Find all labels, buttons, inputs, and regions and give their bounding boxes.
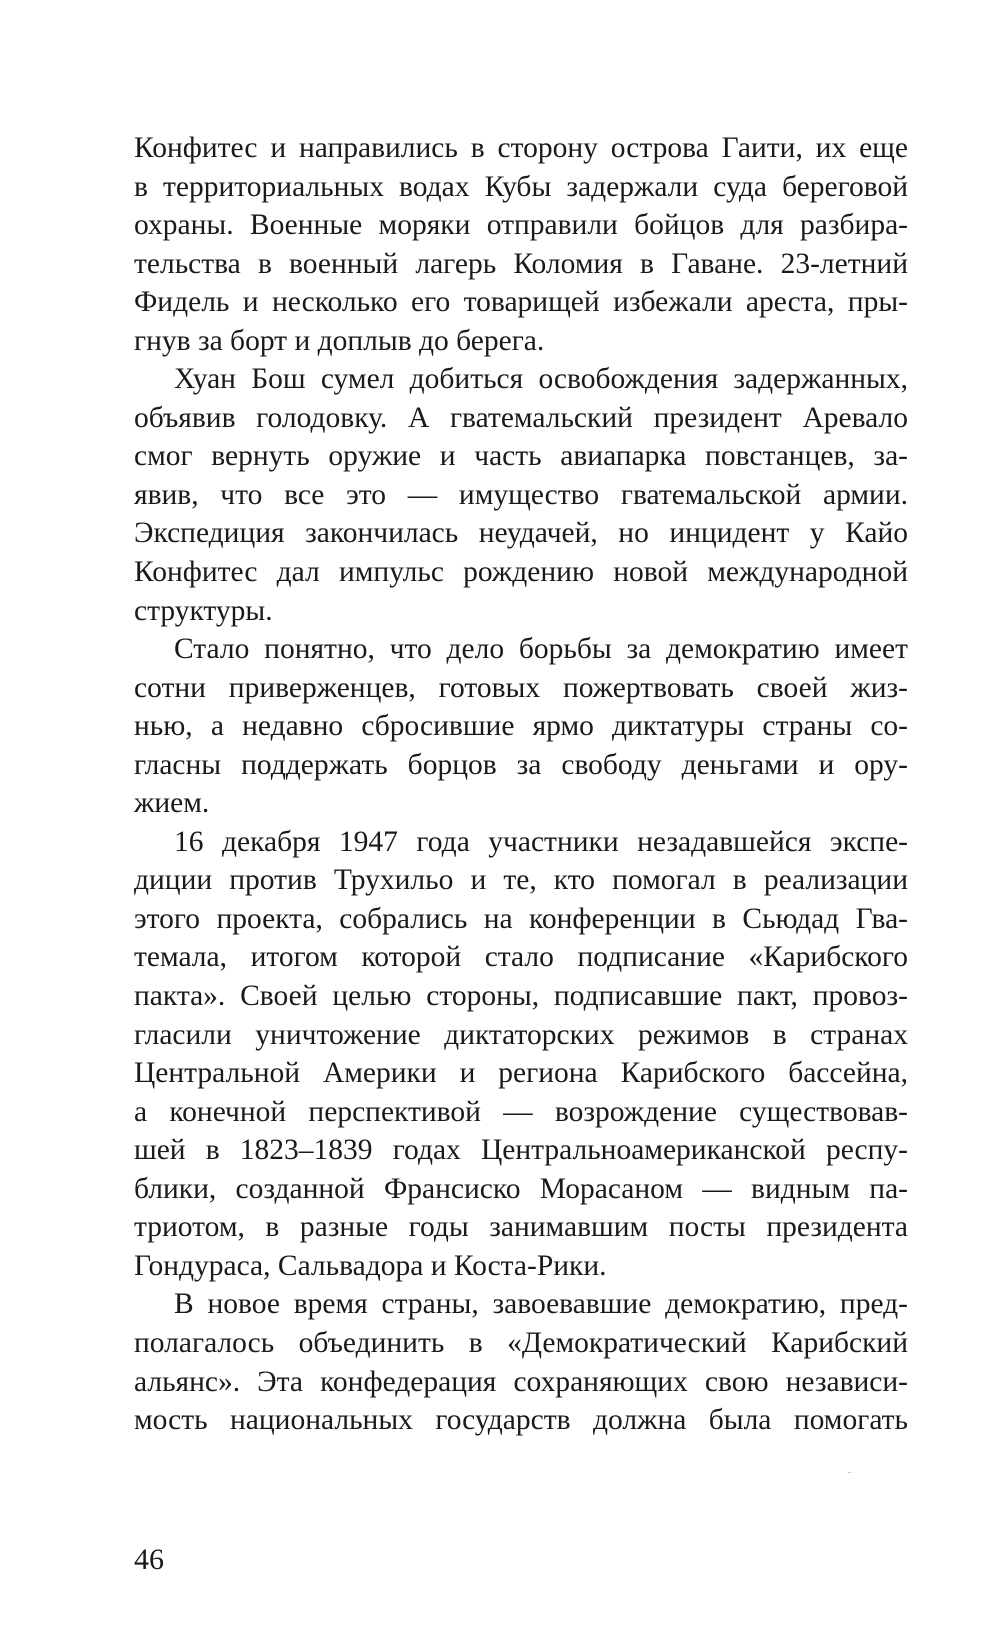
text-line: диции против Трухильо и те, кто помогал в реализации: [134, 864, 908, 897]
text-line: в территориальных водах Кубы задержали суда береговой: [134, 170, 908, 203]
text-line: В новое время страны, завоевавшие демократию, пред-: [174, 1288, 908, 1321]
text-line: Конфитес и направились в сторону острова Гаити, их еще: [134, 132, 908, 164]
text-line: альянс». Эта конфедерация сохраняющих свою независи-: [134, 1365, 908, 1398]
text-line: нью, а недавно сбросившие ярмо диктатуры страны со-: [134, 710, 908, 743]
text-line: явив, что все это — имущество гватемальской армии.: [134, 478, 908, 511]
text-line: гнув за борт и доплыв до берега.: [134, 324, 545, 357]
text-line: Конфитес дал импульс рождению новой международной: [134, 556, 908, 589]
page-number: 46: [134, 1543, 164, 1576]
text-line: Центральной Америки и региона Карибского бассейна,: [134, 1057, 908, 1090]
text-line: Экспедиция закончилась неудачей, но инцидент у Кайо: [134, 517, 908, 550]
text-line: смог вернуть оружие и часть авиапарка повстанцев, за-: [134, 440, 908, 473]
text-line: а конечной перспективой — возрождение существовав-: [134, 1095, 908, 1128]
text-line: этого проекта, собрались на конференции в Сьюдад Гва-: [134, 902, 908, 935]
text-line: блики, созданной Франсиско Морасаном — видным па-: [134, 1172, 908, 1205]
text-line: жием.: [134, 787, 210, 820]
text-line: гласили уничтожение диктаторских режимов в странах: [134, 1018, 908, 1051]
scan-speck: [848, 1472, 851, 1473]
paragraph: [134, 360, 908, 630]
text-line: мость национальных государств должна была помогать: [134, 1404, 908, 1437]
text-line: объявив голодовку. А гватемальский президент Аревало: [134, 401, 908, 434]
text-line: шей в 1823–1839 годах Центральноамериканской респу-: [134, 1134, 908, 1167]
text-line: гласны поддержать борцов за свободу деньгами и ору-: [134, 748, 908, 781]
text-line: пакта». Своей целью стороны, подписавшие пакт, провоз-: [134, 980, 908, 1013]
paragraph: [134, 1285, 908, 1439]
text-line: сотни приверженцев, готовых пожертвовать своей жиз-: [134, 671, 908, 704]
text-line: тельства в военный лагерь Коломия в Гаване. 23-летний: [134, 247, 908, 280]
text-line: триотом, в разные годы занимавшим посты президента: [134, 1211, 908, 1244]
text-line: Фидель и несколько его товарищей избежали ареста, пры-: [134, 286, 908, 319]
text-line: Хуан Бош сумел добиться освобождения задержанных,: [174, 363, 908, 396]
text-line: Гондураса, Сальвадора и Коста-Рики.: [134, 1249, 607, 1282]
text-line: охраны. Военные моряки отправили бойцов для разбира-: [134, 209, 908, 242]
paragraph: [134, 129, 908, 360]
body-text: [134, 129, 908, 1440]
paragraph: [134, 630, 908, 823]
text-line: полагалось объединить в «Демократический Карибский: [134, 1326, 908, 1359]
paragraph: [134, 823, 908, 1286]
text-line: темала, итогом которой стало подписание «Карибского: [134, 941, 908, 974]
text-line: Стало понятно, что дело борьбы за демократию имеет: [174, 633, 908, 666]
text-line: структуры.: [134, 594, 273, 627]
text-line: 16 декабря 1947 года участники незадавшейся экспе-: [174, 825, 908, 858]
